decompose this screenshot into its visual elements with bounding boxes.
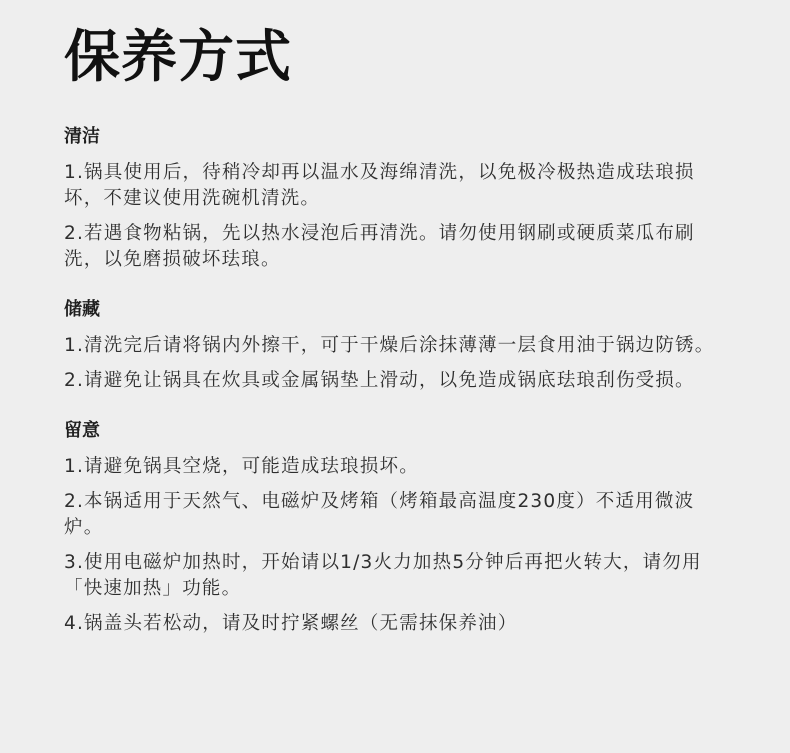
instruction-item: 3.使用电磁炉加热时，开始请以1/3火力加热5分钟后再把火转大，请勿用「快速加热」功能。 [64, 552, 702, 599]
instruction-item: 2.请避免让锅具在炊具或金属锅垫上滑动，以免造成锅底珐琅刮伤受损。 [64, 370, 695, 391]
section-cleaning [64, 124, 730, 273]
section-heading: 清洁 [64, 126, 100, 147]
instruction-item: 4.锅盖头若松动，请及时拧紧螺丝（无需抹保养油） [64, 613, 518, 634]
instruction-item: 1.清洗完后请将锅内外擦干，可于干燥后涂抹薄薄一层食用油于锅边防锈。 [64, 335, 715, 356]
section-heading: 储藏 [64, 299, 100, 320]
section-heading: 留意 [64, 420, 100, 441]
instruction-item: 2.若遇食物粘锅，先以热水浸泡后再清洗。请勿使用钢刷或硬质菜瓜布刷洗，以免磨损破坏珐琅。 [64, 223, 695, 270]
instruction-item: 1.请避免锅具空烧，可能造成珐琅损坏。 [64, 456, 419, 477]
instruction-item: 1.锅具使用后，待稍冷却再以温水及海绵清洗，以免极冷极热造成珐琅损坏，不建议使用洗碗机清洗。 [64, 162, 695, 209]
page-title: 保养方式 [64, 25, 292, 90]
section-storage [64, 297, 730, 394]
section-notes [64, 418, 730, 637]
instruction-item: 2.本锅适用于天然气、电磁炉及烤箱（烤箱最高温度230度）不适用微波炉。 [64, 491, 695, 538]
